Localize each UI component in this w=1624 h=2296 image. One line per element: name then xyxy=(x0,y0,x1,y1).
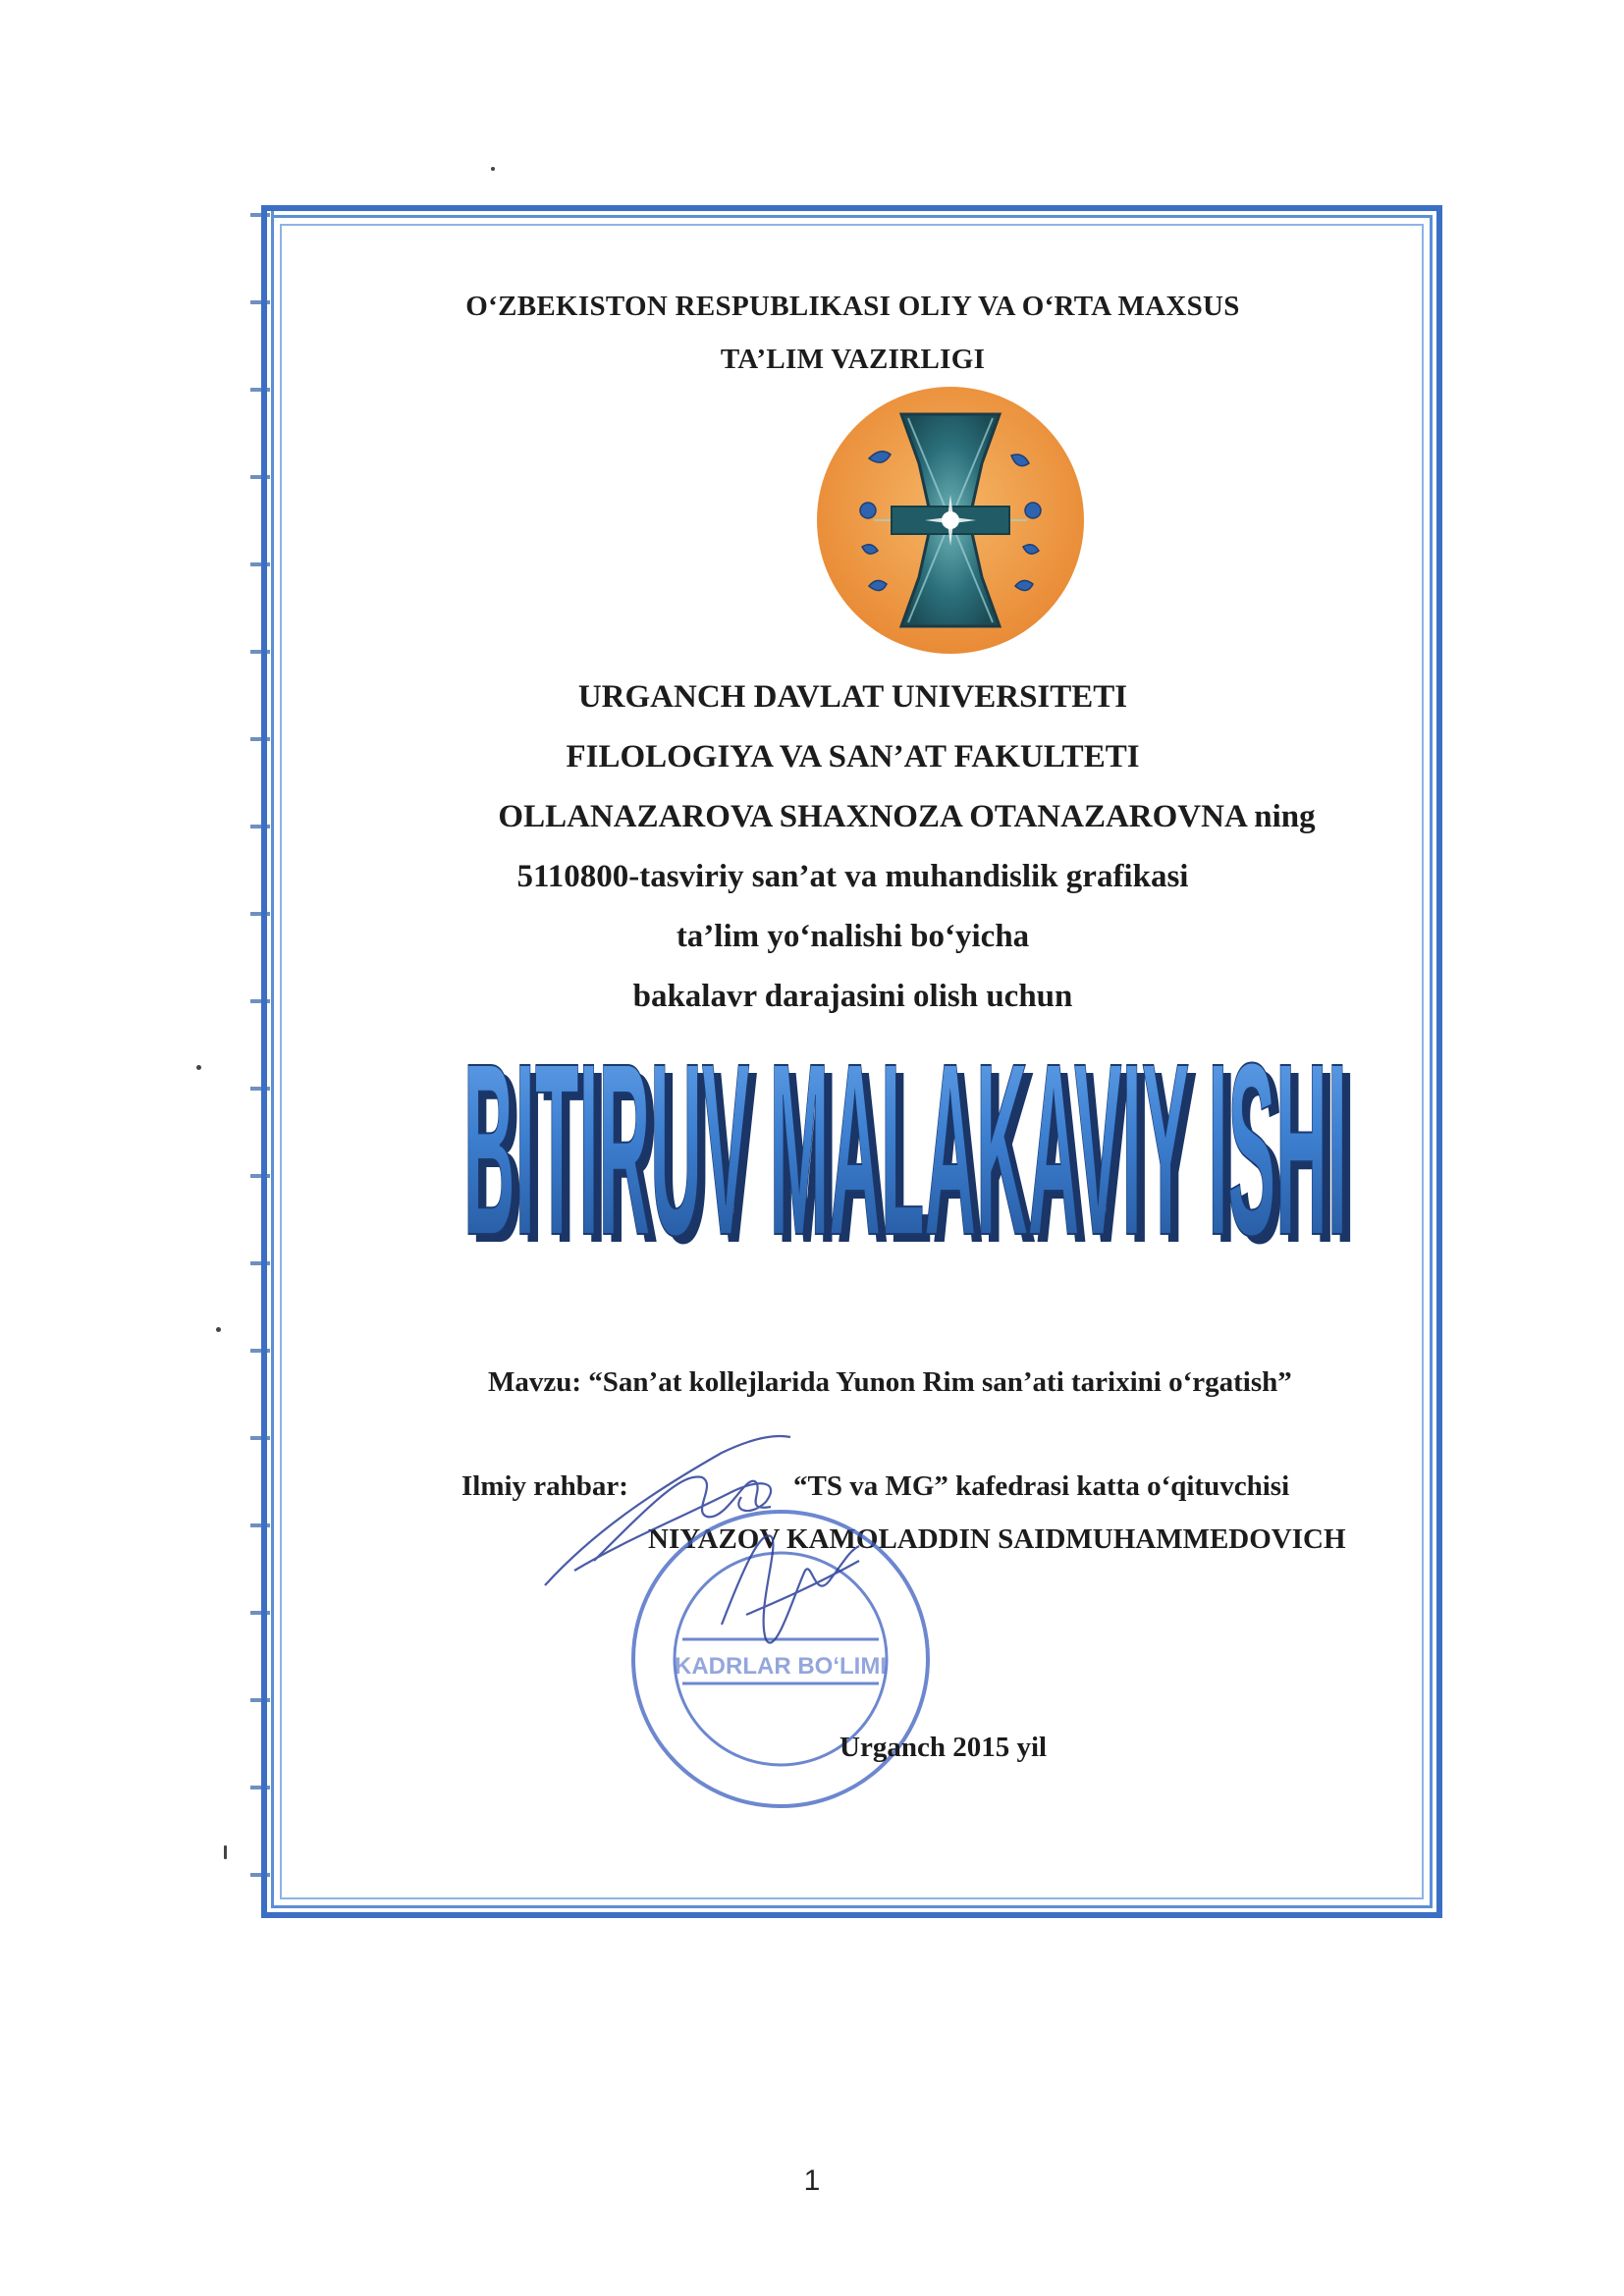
student-name: OLLANAZAROVA SHAXNOZA OTANAZAROVNA ning xyxy=(498,799,1316,834)
specialty-line: 5110800-tasviriy san’at va muhandislik grafikasi xyxy=(516,859,1189,894)
direction-line: ta’lim yo‘nalishi bo‘yicha xyxy=(676,919,1030,954)
page-number: 1 xyxy=(803,2164,821,2197)
scan-speck xyxy=(224,1845,227,1859)
ministry-line-1: O‘ZBEKISTON RESPUBLIKASI OLIY VA O‘RTA MAXSUS xyxy=(465,291,1240,322)
thesis-title-text: BITIRUV MALAKAVIY ISHI xyxy=(463,1026,1347,1261)
ministry-header xyxy=(295,280,1411,386)
official-stamp xyxy=(535,1414,947,1826)
city-year: Urganch 2015 yil xyxy=(839,1732,1048,1763)
scan-speck xyxy=(216,1327,221,1332)
degree-line: bakalavr darajasini olish uchun xyxy=(632,979,1073,1014)
thesis-topic: Mavzu: “San’at kollejlarida Yunon Rim san’ati tarixini o‘rgatish” xyxy=(488,1366,1292,1398)
university-name: URGANCH DAVLAT UNIVERSITETI xyxy=(577,679,1128,715)
scan-speck xyxy=(491,167,495,171)
thesis-title-shadow: BITIRUV MALAKAVIY ISHI xyxy=(471,1026,1355,1261)
thesis-title xyxy=(454,1026,1357,1261)
supervisor-name: NIYAZOV KAMOLADDIN SAIDMUHAMMEDOVICH xyxy=(648,1523,1346,1555)
ministry-line-2: TA’LIM VAZIRLIGI xyxy=(720,344,986,375)
signature-scribble xyxy=(545,1436,859,1643)
faculty-name: FILOLOGIYA VA SAN’AT FAKULTETI xyxy=(566,739,1140,774)
university-block xyxy=(295,667,1411,1027)
supervisor-department: “TS va MG” kafedrasi katta o‘qituvchisi xyxy=(793,1470,1290,1502)
university-emblem-icon xyxy=(815,385,1086,656)
supervisor-label: Ilmiy rahbar: xyxy=(461,1470,628,1502)
stamp-center-text: KADRLAR BO‘LIMI xyxy=(675,1653,887,1680)
scan-speck xyxy=(196,1065,201,1070)
